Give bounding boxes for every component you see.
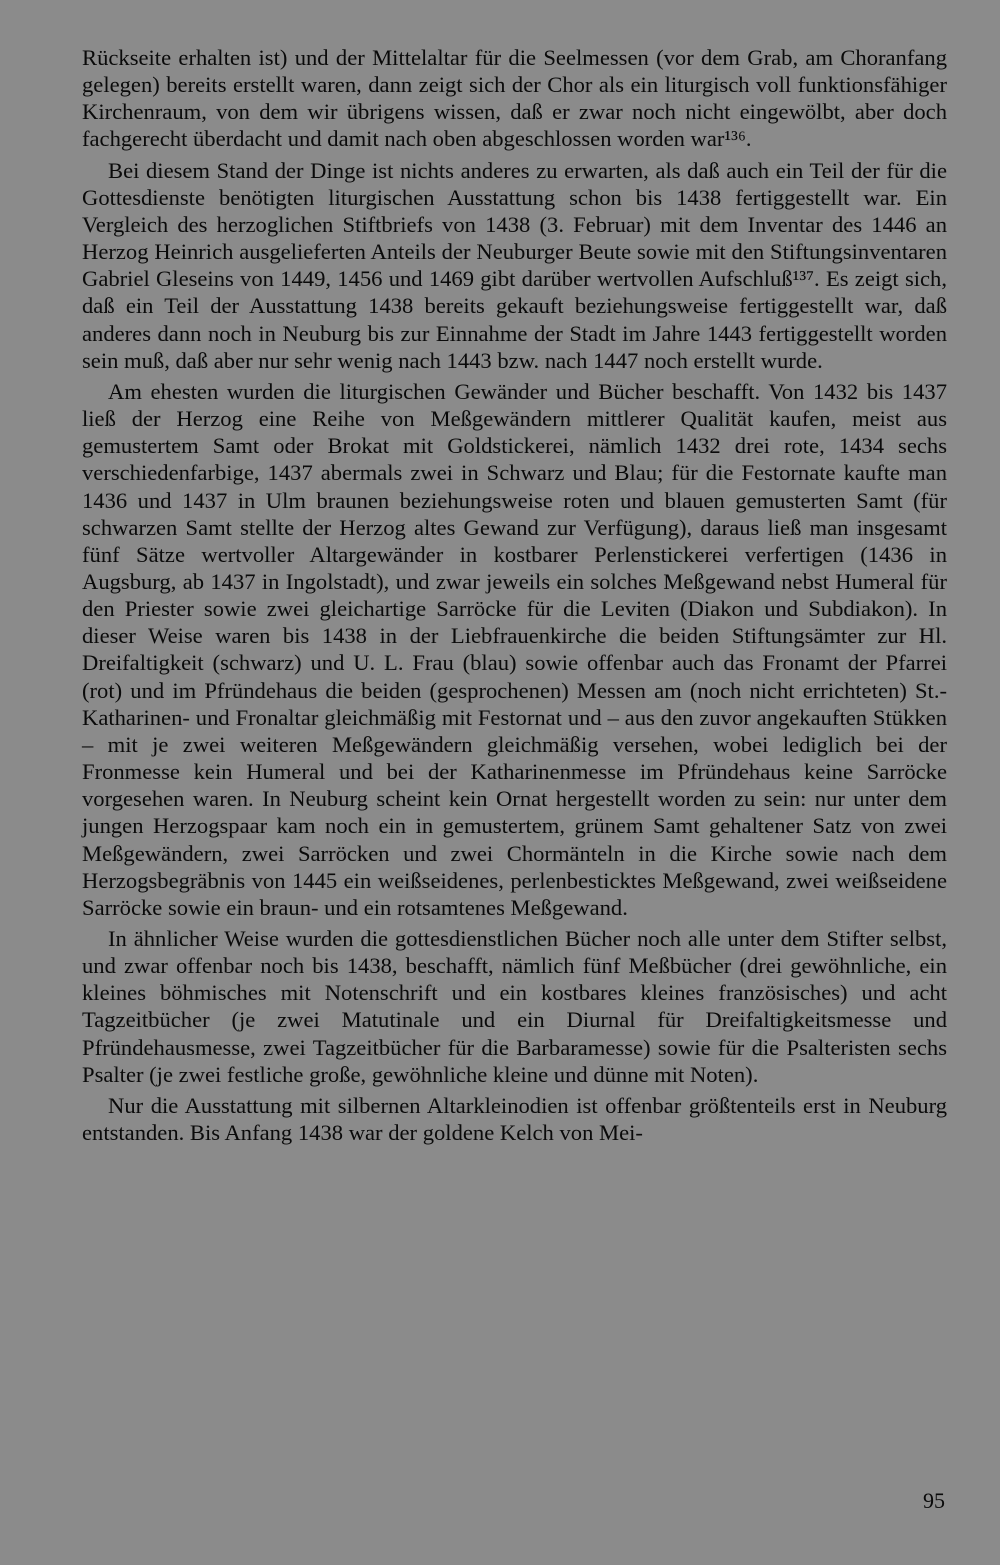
body-text bbox=[82, 44, 947, 1146]
paragraph-altar-treasures: Nur die Ausstattung mit silbernen Altarkleinodien ist offenbar größtenteils erst in Neuburg entstanden. Bis Anfang 1438 war der goldene Kelch von Mei- bbox=[82, 1092, 947, 1146]
paragraph-vestments: Am ehesten wurden die liturgischen Gewänder und Bücher beschafft. Von 1432 bis 1437 ließ der Herzog eine Reihe von Meßgewändern mittlerer Qualität kaufen, meist aus gemustertem Samt oder Brokat mit Goldstickerei, nämlich 1432 drei rote, 1434 sechs verschiedenfarbige, 1437 abermals zwei in Schwarz und Blau; für die Festornate kaufte man 1436 und 1437 in Ulm braunen beziehungsweise roten und blauen gemusterten Samt (für schwarzen Samt stellte der Herzog altes Gewand zur Verfügung), daraus ließ man insgesamt fünf Sätze wertvoller Altargewänder in kostbarer Perlenstickerei verfertigen (1436 in Augsburg, ab 1437 in Ingolstadt), und zwar jeweils ein solches Meßgewand nebst Humeral für den Priester sowie zwei gleichartige Sarröcke für die Leviten (Diakon und Subdiakon). In dieser Weise waren bis 1438 in der Liebfrauenkirche die beiden Stiftungsämter zur Hl. Dreifaltigkeit (schwarz) und U. L. Frau (blau) sowie offenbar auch das Fronamt der Pfarrei (rot) und im Pfründehaus die beiden (gesprochenen) Messen am (noch nicht errichteten) St.-Katharinen- und Fronaltar gleichmäßig mit Festornat und – aus den zuvor angekauften Stükken – mit je zwei weiteren Meßgewändern gleichmäßig versehen, wobei lediglich bei der Fronmesse kein Humeral und bei der Katharinenmesse im Pfründehaus keine Sarröcke vorgesehen waren. In Neuburg scheint kein Ornat hergestellt worden zu sein: nur unter dem jungen Herzogspaar kam noch ein in gemustertem, grünem Samt gehaltener Satz von zwei Meßgewändern, zwei Sarröcken und zwei Chormänteln in die Kirche sowie nach dem Herzogsbegräbnis von 1445 ein weißseidenes, perlenbesticktes Meßgewand, zwei weißseidene Sarröcke sowie ein braun- und ein rotsamtenes Meßgewand. bbox=[82, 378, 947, 920]
paragraph-continuation: Rückseite erhalten ist) und der Mittelaltar für die Seelmessen (vor dem Grab, am Choranfang gelegen) bereits erstellt waren, dann zeigt sich der Chor als ein liturgisch voll funktionsfähiger Kirchenraum, von dem wir übrigens wissen, daß er zwar noch nicht eingewölbt, aber doch fachgerecht überdacht und damit nach oben abgeschlossen worden war¹³⁶. bbox=[82, 45, 947, 152]
page-number: 95 bbox=[923, 1488, 945, 1513]
paragraph-books: In ähnlicher Weise wurden die gottesdienstlichen Bücher noch alle unter dem Stifter selbst, und zwar offenbar noch bis 1438, beschafft, nämlich fünf Meßbücher (drei gewöhnliche, ein kleines böhmisches mit Notenschrift und ein kostbares kleines französisches) und acht Tagzeitbücher (je zwei Matutinale und ein Diurnal für Dreifaltigkeitsmesse und Pfründehausmesse, zwei Tagzeitbücher für die Barbaramesse) sowie für die Psalteristen sechs Psalter (je zwei festliche große, gewöhnliche kleine und dünne mit Noten). bbox=[82, 926, 947, 1087]
paragraph-liturgical-equipment: Bei diesem Stand der Dinge ist nichts anderes zu erwarten, als daß auch ein Teil der für die Gottesdienste benötigten liturgischen Ausstattung schon bis 1438 fertiggestellt war. Ein Vergleich des herzoglichen Stiftbriefs von 1438 (3. Februar) mit dem Inventar des 1446 an Herzog Heinrich ausgelieferten Anteils der Neuburger Beute sowie mit den Stiftungsinventaren Gabriel Gleseins von 1449, 1456 und 1469 gibt darüber wertvollen Aufschluß¹³⁷. Es zeigt sich, daß ein Teil der Ausstattung 1438 bereits gekauft beziehungsweise fertiggestellt war, daß anderes dann noch in Neuburg bis zur Einnahme der Stadt im Jahre 1443 fertiggestellt worden sein muß, daß aber nur sehr wenig nach 1443 bzw. nach 1447 noch erstellt wurde. bbox=[82, 157, 947, 373]
